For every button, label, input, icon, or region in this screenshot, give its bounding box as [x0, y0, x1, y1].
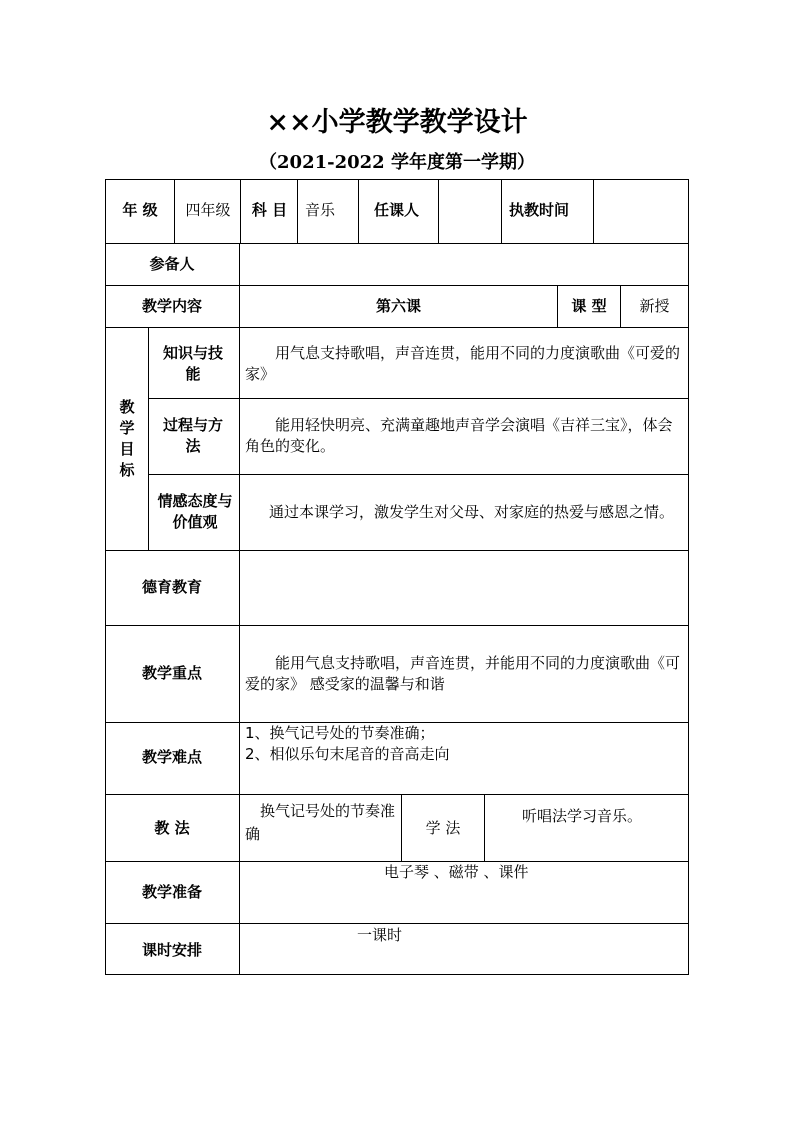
grade-value: 四年级	[185, 201, 231, 219]
method-value: 换气记号处的节奏准确	[245, 802, 396, 843]
lesson-plan-table	[105, 179, 689, 975]
teacher-label: 任课人	[374, 201, 420, 219]
prep-label: 参备人	[149, 255, 195, 273]
grade-label: 年 级	[122, 201, 158, 219]
materials-label: 教学准备	[141, 883, 202, 901]
subject-label: 科 目	[251, 201, 288, 219]
knowledge-label: 知识与技能	[163, 344, 224, 383]
emotion-text: 通过本课学习，激发学生对父母、对家庭的热爱与感恩之情。	[269, 503, 675, 521]
difficulty-item-2: 2、相似乐句末尾音的音高走向	[245, 745, 450, 763]
difficulty-item-1: 1、换气记号处的节奏准确；	[245, 724, 435, 742]
difficulty-label: 教学难点	[141, 748, 202, 766]
emotion-label: 情感态度与价值观	[157, 492, 233, 531]
method-label: 教 法	[154, 819, 190, 837]
subject-value: 音乐	[305, 201, 336, 219]
page-title: ××小学教学教学设计	[266, 107, 528, 138]
materials-value: 电子琴 、磁带 、课件	[384, 863, 529, 881]
schedule-label: 课时安排	[141, 941, 202, 959]
moral-label: 德育教育	[141, 578, 202, 596]
process-label: 过程与方法	[163, 416, 224, 455]
goals-label: 教学目标	[119, 398, 135, 479]
schedule-value: 一课时	[357, 926, 403, 944]
lesson-type-value: 新授	[639, 297, 670, 315]
time-label: 执教时间	[509, 201, 570, 219]
study-method-label: 学 法	[425, 819, 461, 837]
lesson-type-label: 课 型	[571, 297, 607, 315]
content-label: 教学内容	[141, 297, 202, 315]
process-text: 能用轻快明亮、充满童趣地声音学会演唱《吉祥三宝》，体会角色的变化。	[245, 416, 673, 455]
study-method-value: 听唱法学习音乐。	[522, 807, 643, 825]
focus-text: 能用气息支持歌唱，声音连贯，并能用不同的力度演歌曲《可爱的家》 感受家的温馨与和谐	[245, 654, 681, 693]
content-value: 第六课	[375, 297, 421, 315]
knowledge-text: 用气息支持歌唱，声音连贯，能用不同的力度演歌曲《可爱的家》	[245, 344, 681, 383]
page-subtitle: （2021-2022 学年度第一学期）	[259, 152, 535, 173]
focus-label: 教学重点	[141, 664, 202, 682]
